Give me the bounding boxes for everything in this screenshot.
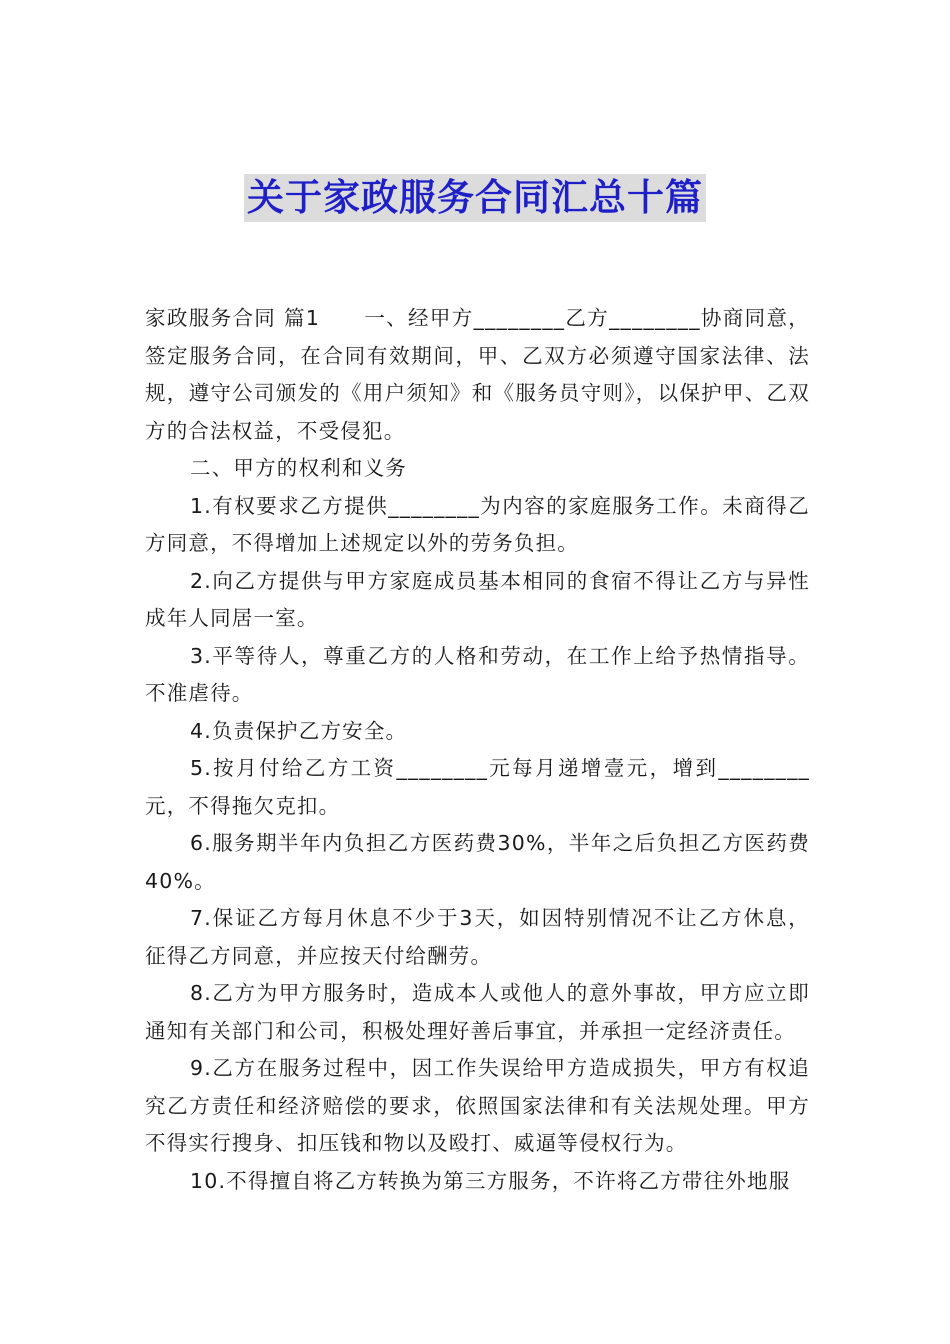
document-body — [145, 300, 810, 1200]
intro-heading: 家政服务合同 篇1 — [145, 306, 321, 330]
clause-item: 7.保证乙方每月休息不少于3天，如因特别情况不让乙方休息，征得乙方同意，并应按天付给酬劳。 — [145, 906, 810, 968]
clause-item: 3.平等待人，尊重乙方的人格和劳动，在工作上给予热情指导。不准虐待。 — [145, 643, 810, 705]
intro-text: 一、经甲方________乙方________协商同意，签定服务合同，在合同有效期间，甲、乙双方必须遵守国家法律、法规，遵守公司颁发的《用户须知》和《服务员守则》，以保护甲、乙双方的合法权益，不受侵犯。 — [145, 306, 811, 443]
clause-item: 4.负责保护乙方安全。 — [190, 718, 408, 743]
intro-paragraph — [145, 300, 810, 450]
clause-item: 6.服务期半年内负担乙方医药费30%，半年之后负担乙方医药费40%。 — [145, 831, 810, 893]
title-container — [0, 174, 950, 222]
clause-item: 10.不得擅自将乙方转换为第三方服务，不许将乙方带往外地服 — [190, 1168, 791, 1193]
document-title: 关于家政服务合同汇总十篇 — [244, 174, 706, 222]
clause-item: 2.向乙方提供与甲方家庭成员基本相同的食宿不得让乙方与异性成年人同居一室。 — [145, 568, 810, 630]
clause-item: 9.乙方在服务过程中，因工作失误给甲方造成损失，甲方有权追究乙方责任和经济赔偿的要求，依照国家法律和有关法规处理。甲方不得实行搜身、扣压钱和物以及殴打、威逼等侵权行为。 — [145, 1056, 810, 1155]
clause-item: 8.乙方为甲方服务时，造成本人或他人的意外事故，甲方应立即通知有关部门和公司，积极处理好善后事宜，并承担一定经济责任。 — [145, 981, 810, 1043]
section-heading: 二、甲方的权利和义务 — [190, 456, 407, 480]
clause-item: 5.按月付给乙方工资________元每月递增壹元，增到________元，不得拖欠克扣。 — [145, 756, 810, 818]
clause-item: 1.有权要求乙方提供________为内容的家庭服务工作。未商得乙方同意，不得增加上述规定以外的劳务负担。 — [145, 493, 810, 555]
